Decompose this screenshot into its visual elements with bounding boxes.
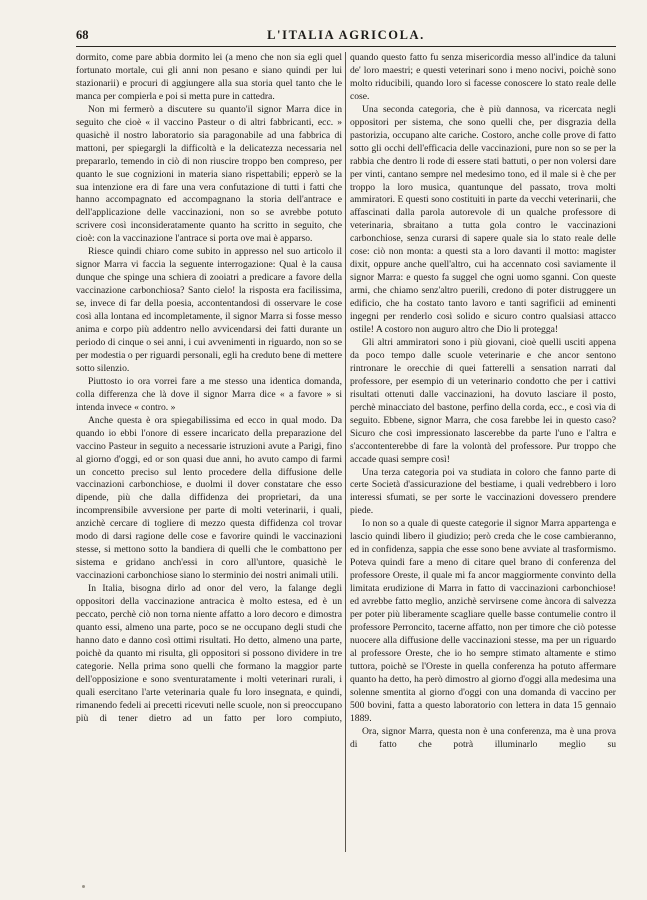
paragraph: Gli altri ammiratori sono i più giovani, cioè quelli usciti appena da poco tempo dalle scuole veterinarie e che ancor sentono rintronare le orecchie di quei fatterelli a sensation narrati dal professore, per esempio di un veterinario condotto che per i cattivi risultati ottenuti dalle vaccinazioni, ha dovuto lasciare il posto, perchè minacciato del bastone, perfino della corda, ecc., e così via di seguito. Ebbene, signor Marra, che cosa farebbe lei in questo caso? Sicuro che così impressionato lascerebbe da parte l'uno e l'altra e s'accontenterebbe di fare la volontà del professore. Pur troppo che accade quasi sempre così!	[350, 336, 616, 465]
paper-speck	[82, 885, 85, 888]
header-rule	[76, 46, 616, 47]
running-title: L'ITALIA AGRICOLA.	[267, 28, 425, 42]
paragraph: Riesce quindi chiaro come subito in appresso nel suo articolo il signor Marra vi faccia la seguente interrogazione: Qual è la causa dunque che spinge una schiera di zooiatri a predicare a favore della vaccinazione carbonchiosa? Santo cielo! la risposta era facilissima, se, invece di far della poesia, accontentandosi di osservare le cose così alla lontana ed incompletamente, il signor Marra si fosse messo anima e corpo più addentro nello avvicendarsi dei fatti durante un periodo di cinque o sei anni, i cui avvenimenti in riguardo, non so se per modestia o per riguardi personali, egli ha creduto bene di mettere sotto silenzio.	[76, 246, 342, 374]
right-column	[350, 52, 616, 751]
left-column	[76, 52, 342, 726]
paragraph: quando questo fatto fu senza misericordia messo all'indice da taluni de' loro maestri; e questi veterinari sono i meno nocivi, poichè sono molto riducibili, quando loro si facesse conoscere lo stato reale delle cose.	[350, 52, 616, 102]
paragraph: dormito, come pare abbia dormito lei (a meno che non sia egli quel fortunato mortale, cui gli anni non pesano e siano quindi per lui stazionarii) e procuri di aggiungere alla sua storia quel tanto che le manca per compierla e poi si metta pure in cattedra.	[76, 52, 342, 102]
paragraph: Anche questa è ora spiegabilissima ed ecco in qual modo. Da quando io ebbi l'onore di essere incaricato della preparazione del vaccino Pasteur in seguito a necessarie istruzioni avute a Parigi, fino al giorno d'oggi, ed or son quasi due anni, ho avuto campo di farmi un concetto preciso sul lento procedere della diffusione delle vaccinazioni carbonchiose, e duolmi il dover constatare che esso dipende, più che dalla diffidenza dei proprietari, da una incomprensibile avversione per parte di molti veterinarii, i quali, anzichè cercare di togliere di mezzo questa diffidenza col trovar modo di darsi ragione delle cose e favorire quindi le vaccinazioni stesse, si mettono sotto la bandiera di quelli che le combattono per sistema e gridano anch'essi in coro all'untore, quasichè le vaccinazioni carbonchiose siano lo sterminio dei nostri animali utili.	[76, 414, 342, 582]
paragraph: Ora, signor Marra, questa non è una conferenza, ma è una prova di fatto che potrà illuminarlo meglio su	[350, 725, 616, 750]
paragraph: Una seconda categoria, che è più dannosa, va ricercata negli oppositori per sistema, che sono quelli che, per disgrazia della pastorizia, occupano alte cariche. Costoro, anche colle prove di fatto sotto gli occhi dell'efficacia delle vaccinazioni, pure non so se per la rabbia che dentro li rode di essere stati battuti, o per non volersi dare per vinti, cantano sempre nel medesimo tono, ed il male si è che per troppo la loro musica, quantunque del passato, trova molti ammiratori. E questi sono costituiti in parte da vecchi veterinarii, che affascinati dalla parola autorevole di un qualche professore di veterinaria, sbraitano a tutta gola contro le vaccinazioni carbonchiose, senza curarsi di sapere quale sia lo stato reale delle cose: ciò non monta: a questi sta a loro davanti il motto: magister dixit, oppure anche quell'altro, cui ha accennato così saviamente il signor Marra: e questo fa suggel che ogni uomo sganni. Con queste armi, che chiamo senz'altro puerili, credono di poter distruggere un edificio, che ha costato tanto lavoro e tanti sagrificii ad eminenti ingegni per renderlo così solido e sicuro contro qualsiasi attacco ostile! A costoro non auguro altro che Dio li protegga!	[350, 103, 616, 336]
page-number: 68	[76, 28, 89, 42]
column-divider	[345, 52, 346, 852]
paragraph: Io non so a quale di queste categorie il signor Marra appartenga e lascio quindi libero il giudizio; però creda che le cose cambieranno, ed in confidenza, sappia che esse sono bene avviate al trasformismo. Poteva quindi fare a meno di citare quel brano di conferenza del professore Oreste, il quale mi fa ancor maggiormente convinto della limitata erudizione di Marra in fatto di vaccinazioni carbonchiose! ed avrebbe fatto meglio, anzichè servirsene come àncora di salvezza per poter più liberamente scagliare quelle basse contumelie contro il professore Perroncito, tacerne affatto, non per timore che ciò potesse nuocere alla diffusione delle vaccinazioni stesse, ma per un riguardo al professore Oreste, che io ho sempre stimato altamente e stimo tuttora, poichè se l'Oreste in quella conferenza ha potuto affermare quanto ha detto, ha però dimostro al giorno d'oggi alla medesima una solenne smentita al giorno d'oggi con una domanda di vaccino per 500 bovini, fatta a questo laboratorio con lettera in data 15 gennaio 1889.	[350, 518, 616, 724]
paragraph: Piuttosto io ora vorrei fare a me stesso una identica domanda, colla differenza che là dove il signor Marra dice « a favore » si intenda invece « contro. »	[76, 375, 342, 413]
page-header	[76, 28, 616, 46]
paragraph: In Italia, bisogna dirlo ad onor del vero, la falange degli oppositori della vaccinazione antracica è molto estesa, ed è un peccato, perchè ciò non torna niente affatto a loro decoro e dimostra quanto essi, almeno una parte, poco se ne occupano degli studi che hanno dato e danno così ottimi risultati. Ho detto, almeno una parte, poichè da quanto mi risulta, gli oppositori si possono dividere in tre categorie. Nella prima sono quelli che formano la maggior parte dell'opposizione e sono sventuratamente i molti veterinari rurali, i quali esercitano l'arte veterinaria quale fu loro insegnata, e quindi, rimanendo fedeli ai precetti ricevuti nelle scuole, non si preoccupano più di tener dietro ad un fatto per loro compiuto,	[76, 583, 342, 724]
paragraph: Non mi fermerò a discutere su quanto'il signor Marra dice in seguito che cioè « il vaccino Pasteur o di altri fabbricanti, ecc. » quasichè il nostro laboratorio sia paragonabile ad una fabbrica di mattoni, per spiegargli la difficoltà e la delicatezza necessaria nel prepararlo, temendo in ciò di non riuscire troppo ben compreso, per quanto le sue cognizioni in materia siano rispettabili; epperò se la sua intenzione era di fare una vera confutazione di tutti i fatti che hanno accompagnato ed accompagnano la storia dell'antrace e dell'applicazione delle vaccinazioni, non so se avrebbe potuto scrivere così inconsideratamente quanto ha scritto in seguito, che cioè: con la vaccinazione l'antrace si porta ove mai è apparso.	[76, 103, 342, 245]
paragraph: Una terza categoria poi va studiata in coloro che fanno parte di certe Società d'assicurazione del bestiame, i quali vedrebbero i loro interessi sfumati, se per sorte le vaccinazioni dovessero prendere piede.	[350, 466, 616, 517]
